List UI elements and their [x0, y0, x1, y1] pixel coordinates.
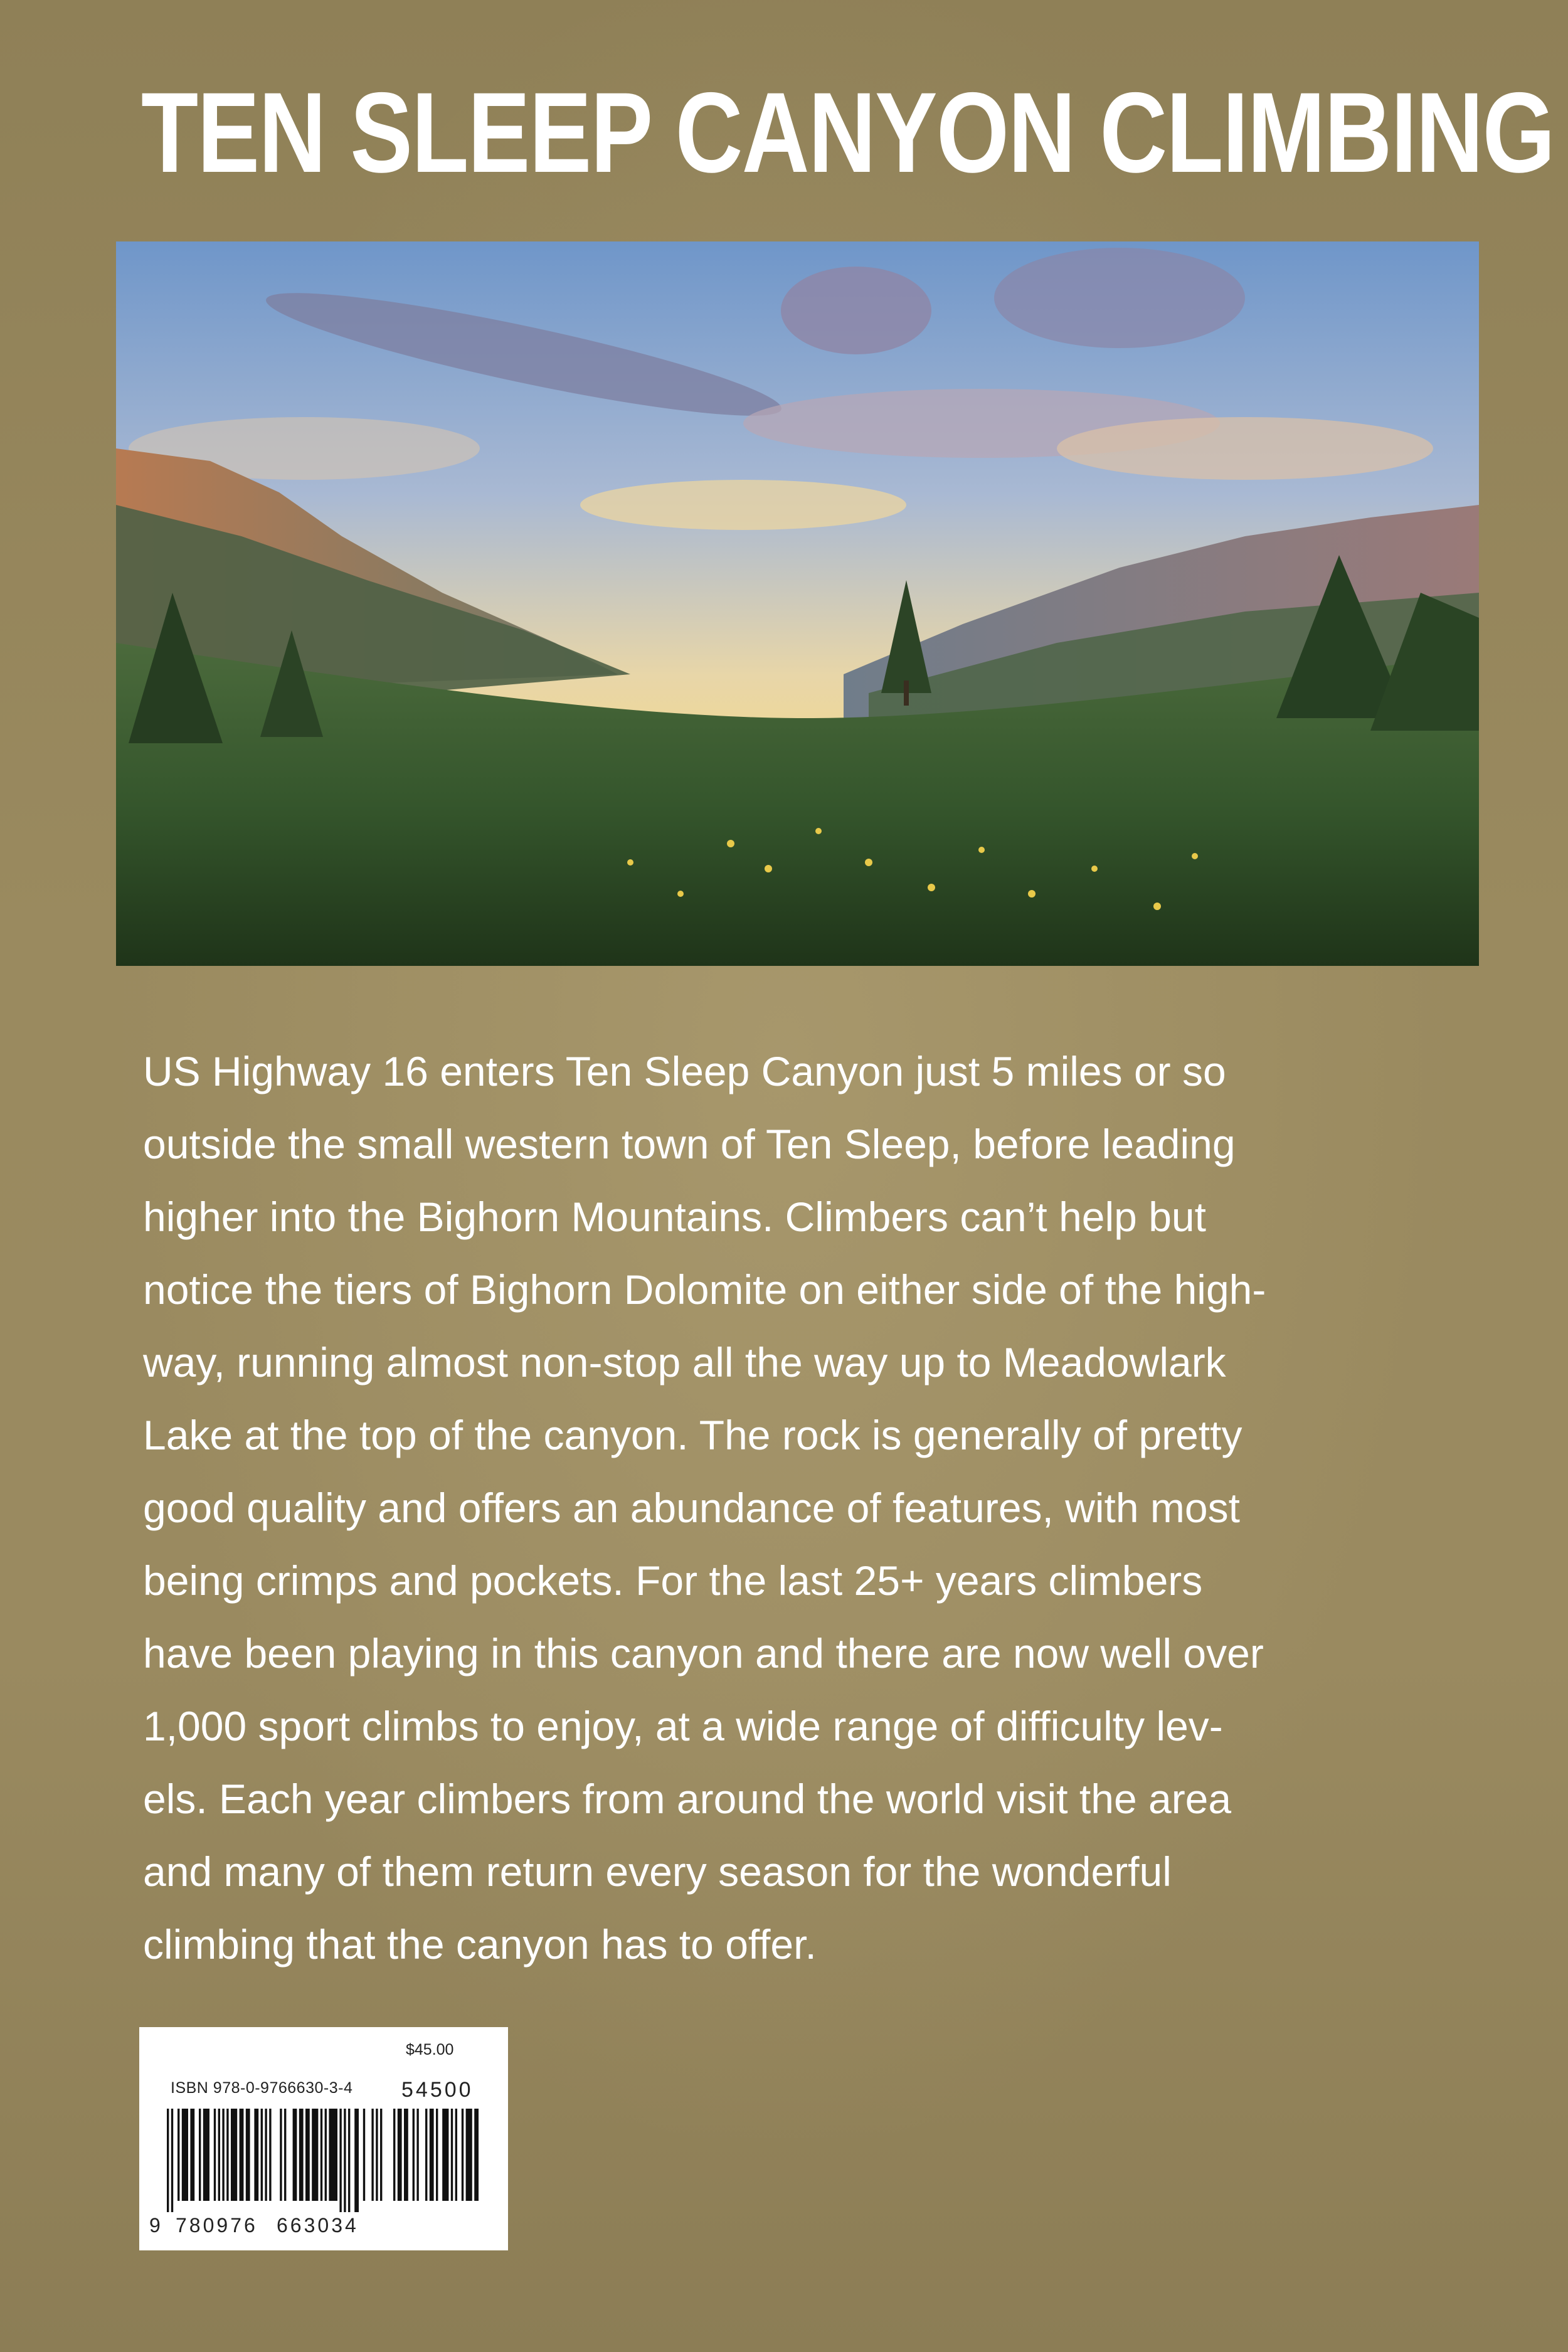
- price-label: $45.00: [406, 2041, 454, 2058]
- barcode-bar: [451, 2109, 453, 2201]
- barcode-left-digits: 780976: [176, 2214, 258, 2237]
- barcode-bar: [265, 2109, 267, 2201]
- barcode-bar: [380, 2109, 382, 2201]
- barcode-bar: [182, 2109, 188, 2201]
- barcode-bar: [348, 2109, 350, 2212]
- barcode-bar: [339, 2109, 341, 2212]
- barcode-bar: [329, 2109, 337, 2201]
- barcode-bar: [177, 2109, 179, 2201]
- barcode-bar: [203, 2109, 209, 2201]
- barcode-bar: [462, 2109, 464, 2201]
- barcode-bar: [430, 2109, 434, 2201]
- barcode-bar: [231, 2109, 237, 2201]
- price-addon-digits: 54500: [401, 2078, 474, 2102]
- barcode-bar: [371, 2109, 373, 2201]
- barcode-bar: [416, 2109, 418, 2201]
- barcode-bar: [354, 2109, 359, 2212]
- barcode-bar: [293, 2109, 297, 2201]
- barcode-bar: [280, 2109, 282, 2201]
- barcode-bar: [226, 2109, 228, 2201]
- blurb-line: els. Each year climbers from around the world visit the area: [143, 1776, 1232, 1822]
- barcode-bar: [325, 2109, 327, 2201]
- barcode-bar: [199, 2109, 201, 2201]
- blurb-line: being crimps and pockets. For the last 25+ years climbers: [143, 1557, 1203, 1604]
- back-cover-blurb: [143, 1035, 1448, 1981]
- barcode-bar: [413, 2109, 415, 2201]
- barcode-bar: [474, 2109, 479, 2201]
- barcode-bar: [312, 2109, 318, 2201]
- barcode-bar: [344, 2109, 346, 2212]
- blurb-line: have been playing in this canyon and there are now well over: [143, 1630, 1264, 1677]
- blurb-line: higher into the Bighorn Mountains. Climbers can’t help but: [143, 1194, 1206, 1240]
- barcode-bar: [404, 2109, 408, 2201]
- barcode-bar: [425, 2109, 427, 2201]
- barcode-bar: [167, 2109, 169, 2212]
- barcode-bar: [363, 2109, 365, 2201]
- blurb-line: climbing that the canyon has to offer.: [143, 1921, 817, 1968]
- barcode-right-digits: 663034: [277, 2214, 359, 2237]
- barcode-bar: [246, 2109, 250, 2201]
- cover-title: TEN SLEEP CANYON CLIMBING: [141, 68, 1555, 196]
- barcode-bar: [466, 2109, 472, 2201]
- barcode-lead-digit: 9: [149, 2214, 161, 2237]
- blurb-line: and many of them return every season for the wonderful: [143, 1848, 1172, 1895]
- ean13-bars: [167, 2109, 386, 2215]
- blurb-line: US Highway 16 enters Ten Sleep Canyon just 5 miles or so: [143, 1048, 1226, 1094]
- barcode-bar: [393, 2109, 395, 2201]
- blurb-line: 1,000 sport climbs to enjoy, at a wide range of difficulty lev-: [143, 1703, 1223, 1749]
- canyon-landscape-photo: [116, 241, 1479, 966]
- barcode-bar: [436, 2109, 438, 2201]
- barcode-bar: [171, 2109, 173, 2212]
- blurb-line: outside the small western town of Ten Sleep, before leading: [143, 1121, 1236, 1167]
- barcode-bar: [320, 2109, 322, 2201]
- barcode-bar: [376, 2109, 378, 2201]
- barcode-bar: [218, 2109, 220, 2201]
- isbn-barcode: [139, 2027, 508, 2250]
- barcode-bar: [305, 2109, 310, 2201]
- barcode-bar: [190, 2109, 194, 2201]
- barcode-bar: [240, 2109, 244, 2201]
- barcode-bar: [254, 2109, 258, 2201]
- blurb-line: good quality and offers an abundance of features, with most: [143, 1485, 1240, 1531]
- barcode-bar: [261, 2109, 263, 2201]
- barcode-bar: [455, 2109, 457, 2201]
- isbn-label: ISBN 978-0-9766630-3-4: [171, 2079, 353, 2097]
- barcode-bar: [214, 2109, 216, 2201]
- blurb-line: Lake at the top of the canyon. The rock is generally of pretty: [143, 1412, 1242, 1458]
- barcode-bar: [269, 2109, 271, 2201]
- blurb-line: notice the tiers of Bighorn Dolomite on either side of the high-: [143, 1266, 1266, 1313]
- ean5-addon-bars: [393, 2109, 487, 2215]
- barcode-bar: [284, 2109, 286, 2201]
- blurb-line: way, running almost non-stop all the way up to Meadowlark: [143, 1339, 1226, 1385]
- barcode-bar: [442, 2109, 448, 2201]
- barcode-bar: [299, 2109, 304, 2201]
- canyon-landscape-illustration: [116, 241, 1479, 966]
- barcode-bar: [222, 2109, 224, 2201]
- barcode-bar: [398, 2109, 402, 2201]
